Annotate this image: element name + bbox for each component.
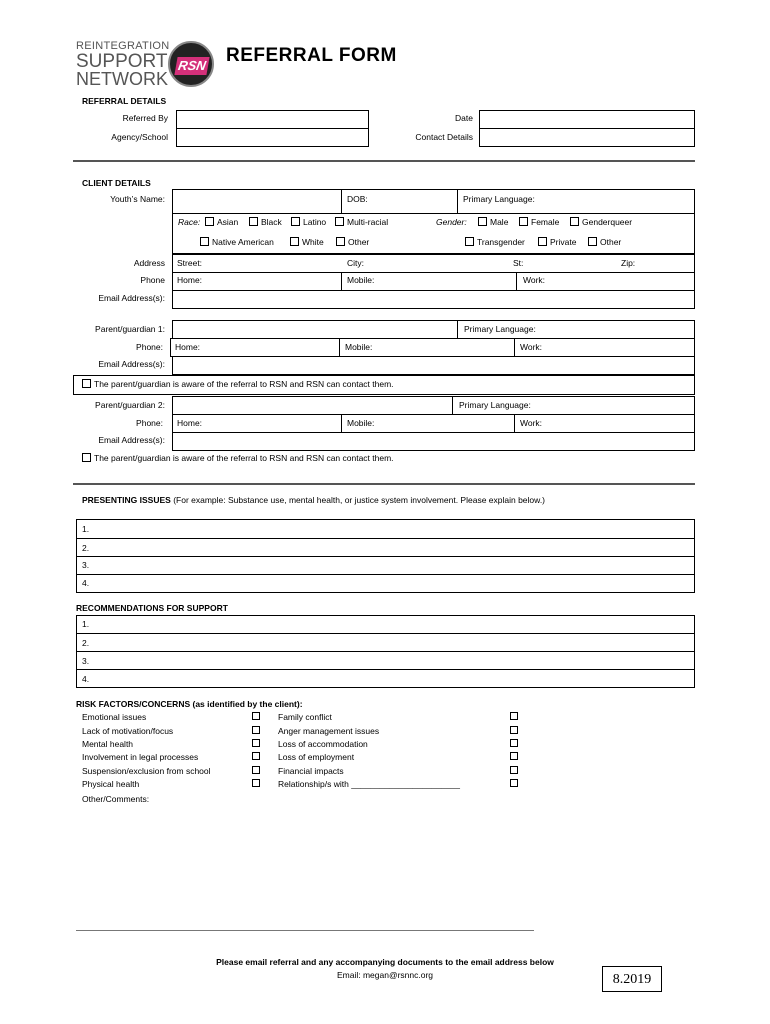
referred-by-label: Referred By	[122, 113, 168, 123]
guardian2-email-field[interactable]	[172, 432, 695, 451]
footer-rule	[76, 930, 534, 931]
email-field[interactable]	[172, 290, 695, 309]
street-label: Street:	[177, 258, 203, 268]
work-label: Work:	[520, 418, 543, 428]
list-item: 2.	[82, 638, 90, 648]
guardian2-language-label: Primary Language:	[459, 400, 531, 410]
guardian1-phone-label: Phone:	[136, 342, 163, 352]
race-asian[interactable]: Asian	[205, 217, 238, 227]
risk-item: Lack of motivation/focus	[82, 726, 174, 736]
divider	[73, 375, 74, 394]
risk-checkbox[interactable]	[252, 752, 260, 760]
guardian1-email-label: Email Address(s):	[98, 359, 165, 369]
client-heading: CLIENT DETAILS	[82, 178, 151, 188]
race-other[interactable]: Other	[336, 237, 369, 247]
list-item: 3.	[82, 560, 90, 570]
agency-label: Agency/School	[111, 132, 168, 142]
divider	[76, 574, 695, 575]
date-field[interactable]	[479, 110, 695, 129]
home-label: Home:	[175, 342, 201, 352]
gender-other[interactable]: Other	[588, 237, 621, 247]
risk-checkbox[interactable]	[510, 779, 518, 787]
risk-item: Anger management issues	[278, 726, 380, 736]
version-stamp: 8.2019	[602, 966, 662, 992]
divider	[516, 272, 517, 291]
risk-item: Emotional issues	[82, 712, 147, 722]
checkbox[interactable]	[465, 237, 474, 246]
checkbox[interactable]	[335, 217, 344, 226]
guardian1-label: Parent/guardian 1:	[95, 324, 165, 334]
checkbox[interactable]	[82, 379, 91, 388]
race-latino[interactable]: Latino	[291, 217, 326, 227]
home-label: Home:	[177, 275, 203, 285]
guardian2-phone-label: Phone:	[136, 418, 163, 428]
work-label: Work:	[520, 342, 543, 352]
logo-line-3: NETWORK	[76, 69, 168, 89]
city-label: City:	[347, 258, 364, 268]
race-black[interactable]: Black	[249, 217, 282, 227]
footer-email[interactable]: Email: megan@rsnnc.org	[336, 970, 434, 980]
email-label: Email Address(s):	[98, 293, 165, 303]
gender-male[interactable]: Male	[478, 217, 508, 227]
divider	[339, 338, 340, 357]
risk-checkbox[interactable]	[252, 766, 260, 774]
gender-label: Gender:	[436, 217, 467, 227]
risk-item: Financial impacts	[278, 766, 344, 776]
home-label: Home:	[177, 418, 203, 428]
guardian2-name-field[interactable]	[172, 396, 695, 415]
referred-by-field[interactable]	[176, 110, 369, 129]
work-label: Work:	[523, 275, 546, 285]
state-label: St:	[513, 258, 524, 268]
divider	[457, 189, 458, 213]
checkbox[interactable]	[478, 217, 487, 226]
checkbox[interactable]	[249, 217, 258, 226]
zip-label: Zip:	[621, 258, 636, 268]
dob-label: DOB:	[347, 194, 368, 204]
race-multiracial[interactable]: Multi-racial	[335, 217, 388, 227]
divider	[76, 651, 695, 652]
logo-badge: RSN	[168, 41, 214, 87]
page-title: REFERRAL FORM	[226, 45, 397, 66]
recommendations-heading: RECOMMENDATIONS FOR SUPPORT	[76, 603, 228, 613]
contact-field[interactable]	[479, 128, 695, 147]
checkbox[interactable]	[290, 237, 299, 246]
guardian1-language-label: Primary Language:	[464, 324, 536, 334]
checkbox[interactable]	[538, 237, 547, 246]
risk-checkbox[interactable]	[510, 766, 518, 774]
divider	[341, 272, 342, 291]
checkbox[interactable]	[570, 217, 579, 226]
agency-field[interactable]	[176, 128, 369, 147]
divider	[341, 414, 342, 433]
divider	[452, 396, 453, 415]
list-item: 1.	[82, 524, 90, 534]
risk-item: Family conflict	[278, 712, 332, 722]
list-item: 2.	[82, 543, 90, 553]
checkbox[interactable]	[200, 237, 209, 246]
divider	[172, 213, 695, 214]
address-field[interactable]	[172, 254, 695, 273]
gender-female[interactable]: Female	[519, 217, 559, 227]
divider	[457, 320, 458, 339]
list-item: 1.	[82, 619, 90, 629]
other-comments-label: Other/Comments:	[82, 794, 150, 804]
risk-checkbox[interactable]	[510, 726, 518, 734]
risk-item: Mental health	[82, 739, 134, 749]
date-label: Date	[455, 113, 473, 123]
risk-item: Loss of accommodation	[278, 739, 368, 749]
divider	[76, 633, 695, 634]
mobile-label: Mobile:	[347, 418, 375, 428]
divider	[73, 375, 695, 376]
gender-private[interactable]: Private	[538, 237, 576, 247]
logo-line-1: REINTEGRATION	[76, 40, 170, 52]
risk-checkbox[interactable]	[252, 726, 260, 734]
guardian2-email-label: Email Address(s):	[98, 435, 165, 445]
mobile-label: Mobile:	[347, 275, 375, 285]
risk-checkbox[interactable]	[510, 752, 518, 760]
logo-line-2: SUPPORT	[76, 51, 168, 72]
risk-heading: RISK FACTORS/CONCERNS (as identified by the client):	[76, 699, 303, 709]
presenting-heading: PRESENTING ISSUES (For example: Substance use, mental health, or justice system involvement. Please explain below.)	[82, 495, 546, 505]
guardian1-phone-field[interactable]	[170, 338, 695, 357]
phone-field[interactable]	[172, 272, 695, 291]
divider	[694, 375, 695, 394]
race-native-american[interactable]: Native American	[200, 237, 274, 247]
risk-checkbox[interactable]	[252, 779, 260, 787]
referral-heading: REFERRAL DETAILS	[82, 96, 167, 106]
divider	[514, 414, 515, 433]
race-label: Race:	[178, 217, 201, 227]
divider	[514, 338, 515, 357]
checkbox[interactable]	[519, 217, 528, 226]
checkbox[interactable]	[588, 237, 597, 246]
risk-checkbox[interactable]	[252, 712, 260, 720]
guardian2-phone-field[interactable]	[172, 414, 695, 433]
gender-genderqueer[interactable]: Genderqueer	[570, 217, 632, 227]
address-label: Address	[133, 258, 165, 268]
gender-transgender[interactable]: Transgender	[465, 237, 525, 247]
divider	[341, 189, 342, 213]
divider	[73, 394, 695, 395]
divider	[76, 669, 695, 670]
risk-item: Involvement in legal processes	[82, 752, 199, 762]
footer-instruction: Please email referral and any accompanying documents to the email address below	[216, 957, 554, 967]
section-divider	[73, 160, 695, 162]
checkbox[interactable]	[291, 217, 300, 226]
divider	[76, 556, 695, 557]
primary-language-label: Primary Language:	[463, 194, 535, 204]
guardian1-aware-checkbox[interactable]: The parent/guardian is aware of the referral to RSN and RSN can contact them.	[82, 379, 394, 389]
section-divider	[73, 483, 695, 485]
contact-label: Contact Details	[415, 132, 473, 142]
guardian1-email-field[interactable]	[172, 356, 695, 375]
risk-item: Suspension/exclusion from school	[82, 766, 211, 776]
checkbox[interactable]	[205, 217, 214, 226]
risk-checkbox[interactable]	[252, 739, 260, 747]
risk-item: Physical health	[82, 779, 140, 789]
phone-label: Phone	[140, 275, 165, 285]
risk-item: Loss of employment	[278, 752, 355, 762]
risk-checkbox[interactable]	[510, 712, 518, 720]
checkbox[interactable]	[336, 237, 345, 246]
risk-checkbox[interactable]	[510, 739, 518, 747]
race-white[interactable]: White	[290, 237, 324, 247]
checkbox[interactable]	[82, 453, 91, 462]
guardian1-name-field[interactable]	[172, 320, 695, 339]
divider	[76, 538, 695, 539]
list-item: 3.	[82, 656, 90, 666]
list-item: 4.	[82, 674, 90, 684]
guardian2-label: Parent/guardian 2:	[95, 400, 165, 410]
risk-item: Relationship/s with _______________________	[278, 779, 460, 789]
youth-name-label: Youth’s Name:	[110, 194, 165, 204]
mobile-label: Mobile:	[345, 342, 373, 352]
list-item: 4.	[82, 578, 90, 588]
guardian2-aware-checkbox[interactable]: The parent/guardian is aware of the referral to RSN and RSN can contact them.	[82, 453, 394, 463]
